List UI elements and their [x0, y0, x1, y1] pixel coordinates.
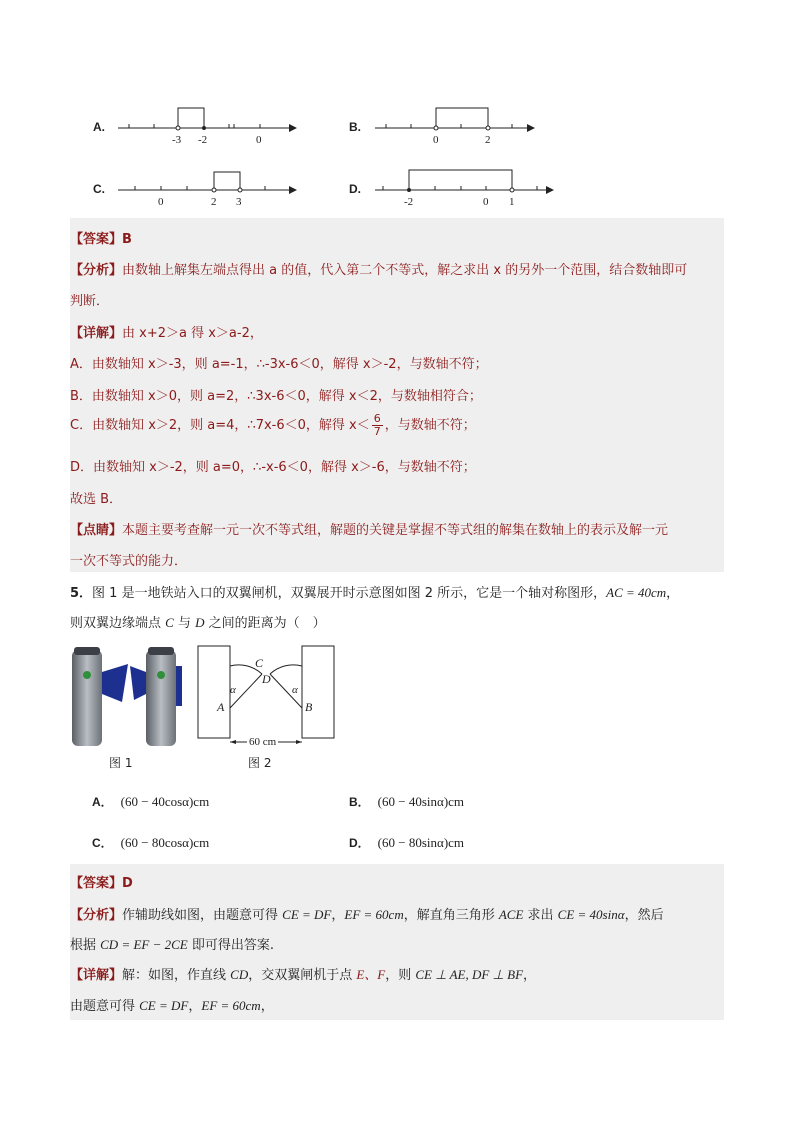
answer-value: B: [122, 232, 132, 247]
math: ACE: [498, 907, 524, 922]
stem-punct: ，: [666, 586, 680, 601]
math: CE ⊥ AE, DF ⊥ BF: [415, 967, 524, 982]
stem-math: AC = 40cm: [606, 585, 667, 600]
punct: ，: [188, 999, 202, 1014]
detail-tag: 【详解】: [70, 968, 123, 983]
option-c-label: C.: [93, 182, 105, 196]
math: CE = DF: [139, 998, 189, 1013]
math: EF = 60cm: [201, 998, 261, 1013]
choice-label: B．: [349, 795, 370, 809]
q4-answer-line: [70, 228, 132, 247]
q4-point-line-1: [70, 519, 668, 538]
detail-text: ，则: [385, 968, 416, 983]
label-d: D: [262, 672, 271, 686]
stem-text: 之间的距离为（ ）: [204, 616, 326, 631]
tick-label: 0: [483, 196, 489, 208]
stem-text: 图 1 是一地铁站入口的双翼闸机，双翼展开时示意图如图 2 所示，它是一个轴对称图形，: [92, 586, 607, 601]
stem-text: 则双翼边缘端点: [70, 616, 166, 631]
q5-answer-block: [70, 864, 724, 1020]
q4-conclusion: 故选 B．: [70, 492, 123, 507]
option-a-label: A.: [93, 120, 105, 134]
label-a: A: [217, 700, 225, 714]
tick-label: -2: [198, 134, 208, 146]
analysis-text: 由数轴上解集左端点得出 a 的值，代入第二个不等式，解之求出 x 的另外一个范围，结合数轴即可: [122, 263, 688, 278]
q4-analysis-line-1: [70, 259, 687, 278]
q4-detail-line-0: [70, 322, 263, 341]
number-line-a: [115, 104, 300, 149]
point-text: 本题主要考查解一元一次不等式组，解题的关键是掌握不等式组的解集在数轴上的表示及解一元: [122, 523, 669, 538]
choice-label: A．: [92, 795, 113, 809]
point-d: D: [195, 615, 205, 630]
choice-d[interactable]: [349, 834, 464, 851]
choice-text: (60 − 80sinα)cm: [377, 835, 465, 850]
analysis-tag: 【分析】: [70, 263, 123, 278]
analysis-text: 即可得出答案.: [187, 938, 275, 953]
detail-text: 由 x+2＞a 得 x＞a-2，: [122, 326, 263, 341]
tick-label: 2: [211, 196, 217, 208]
tick-label: 0: [158, 196, 164, 208]
analysis-text: ，然后: [624, 908, 664, 923]
punct: ，: [260, 999, 274, 1014]
choice-text: (60 − 40sinα)cm: [377, 794, 465, 809]
number-line-c: [115, 166, 300, 211]
answer-tag: 【答案】: [70, 876, 123, 891]
tick-label: 0: [256, 134, 262, 146]
tick-label: -3: [172, 134, 182, 146]
detail-text: ，交双翼闸机于点: [248, 968, 357, 983]
q5-answer-line: [70, 872, 133, 891]
fraction-denominator: 7: [373, 425, 381, 438]
choice-text: (60 − 80cosα)cm: [120, 835, 210, 850]
analysis-text: 作辅助线如图，由题意可得: [122, 908, 283, 923]
q4-detail-line-c: [70, 413, 476, 438]
number-line-d: [372, 166, 557, 211]
label-alpha-right: α: [292, 684, 298, 696]
math: E、F: [356, 967, 386, 982]
q4-analysis-line-2: 判断．: [70, 294, 110, 309]
detail-text: 由题意可得: [70, 999, 140, 1014]
math: CD = EF − 2CE: [100, 937, 188, 952]
question-number: 5．: [70, 586, 93, 601]
choice-label: D．: [349, 836, 370, 850]
punct: ，: [331, 908, 345, 923]
choice-label: C．: [92, 836, 113, 850]
stem-text: 与: [173, 616, 196, 631]
tick-label: 1: [509, 196, 515, 208]
point-c: C: [165, 615, 174, 630]
analysis-text: 求出: [523, 908, 558, 923]
q4-answer-block: [70, 218, 724, 572]
detail-tag: 【详解】: [70, 326, 123, 341]
number-line-b: [372, 104, 537, 149]
q5-stem-line-2: [70, 612, 326, 631]
label-width: 60 cm: [249, 736, 277, 748]
analysis-text: ，解直角三角形: [403, 908, 499, 923]
detail-c-text: C．由数轴知 x＞2，则 a=4，∴7x-6＜0，解得 x＜: [70, 418, 370, 433]
figure-1-caption: 图 1: [109, 756, 133, 770]
q4-detail-line-a: A．由数轴知 x＞-3，则 a=-1，∴-3x-6＜0，解得 x＞-2，与数轴不符；: [70, 357, 488, 372]
q5-detail-line-2: [70, 995, 274, 1014]
punct: ，: [523, 968, 537, 983]
tick-label: 0: [433, 134, 439, 146]
turnstile-photo: [70, 644, 184, 748]
q5-stem-line-1: [70, 582, 679, 601]
label-c: C: [255, 656, 264, 670]
math: CD: [230, 967, 249, 982]
math: EF = 60cm: [344, 907, 404, 922]
tick-label: -2: [404, 196, 414, 208]
point-tag: 【点睛】: [70, 523, 123, 538]
answer-value: D: [122, 876, 133, 891]
q5-detail-line-1: [70, 964, 536, 983]
analysis-text: 根据: [70, 938, 101, 953]
q5-analysis-line-2: [70, 934, 274, 953]
fraction: [372, 413, 383, 438]
math: CE = 40sinα: [557, 907, 625, 922]
choice-a[interactable]: [92, 793, 209, 810]
q4-detail-line-b: B．由数轴知 x＞0，则 a=2，∴3x-6＜0，解得 x＜2，与数轴相符合；: [70, 389, 482, 404]
q4-detail-line-d: D．由数轴知 x＞-2，则 a=0，∴-x-6＜0，解得 x＞-6，与数轴不符；: [70, 460, 476, 475]
option-b-label: B.: [349, 120, 361, 134]
label-b: B: [305, 700, 313, 714]
choice-b[interactable]: [349, 793, 464, 810]
choice-c[interactable]: [92, 834, 209, 851]
option-d-label: D.: [349, 182, 361, 196]
choice-text: (60 − 40cosα)cm: [120, 794, 210, 809]
detail-text: 解：如图，作直线: [122, 968, 231, 983]
analysis-tag: 【分析】: [70, 908, 123, 923]
tick-label: 3: [236, 196, 242, 208]
detail-c-end: ，与数轴不符；: [384, 418, 476, 433]
answer-tag: 【答案】: [70, 232, 123, 247]
fraction-numerator: 6: [373, 412, 381, 425]
math: CE = DF: [282, 907, 332, 922]
figure-2-caption: 图 2: [248, 756, 272, 770]
q5-analysis-line-1: [70, 904, 664, 923]
tick-label: 2: [485, 134, 491, 146]
label-alpha-left: α: [230, 684, 236, 696]
q4-point-line-2: 一次不等式的能力．: [70, 554, 188, 569]
